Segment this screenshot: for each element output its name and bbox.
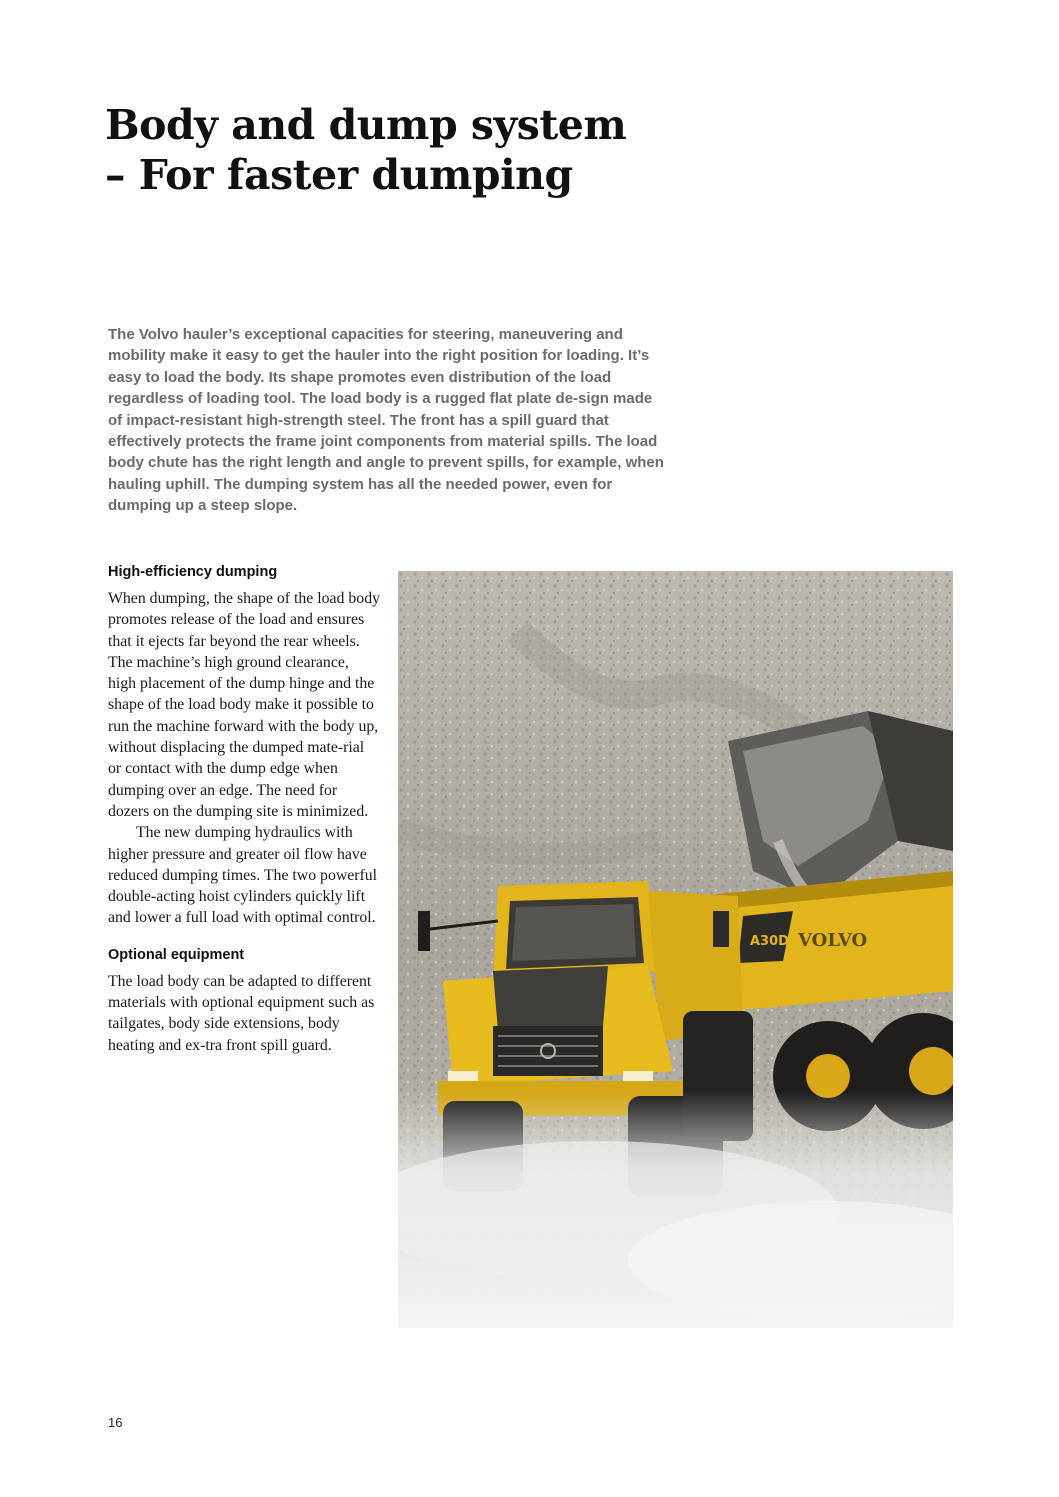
intro-paragraph: The Volvo hauler’s exceptional capacities for steering, maneuvering and mobility make it easy to get the hauler into the right position for loading. It’s easy to load the body. Its shape promotes even distribution of the load regardless of loading tool. The load body is a rugged flat plate de-sign made of impact-resistant high-strength steel. The front has a spill guard that effectively protects the frame joint components from material spills. The load body chute has the right length and angle to prevent spills, for example, when hauling uphill. The dumping system has all the needed power, even for dumping up a steep slope. [108, 326, 664, 515]
section-heading-optional: Optional equipment [108, 946, 245, 963]
optional-paragraph: The load body can be adapted to different materials with optional equipment such as tailgates, body side extensions, body heating and ex-tra front spill guard. [108, 972, 375, 1054]
dumping-paragraph-2: The new dumping hydraulics with higher pressure and greater oil flow have reduced dumping times. The two powerful double-acting hoist cylinders quickly lift and lower a full load with optimal control. [108, 824, 378, 927]
title-line-1: Body and dump system [105, 101, 627, 149]
hauler-photo [398, 571, 953, 1328]
page-number: 16 [108, 1415, 123, 1430]
title-line-2: – For faster dumping [105, 151, 573, 199]
text-column [108, 562, 380, 1056]
section-heading-dumping: High-efficiency dumping [108, 564, 278, 580]
dumping-paragraph-1: When dumping, the shape of the load body promotes release of the load and ensures that it ejects far beyond the rear wheels. The machine’s high ground clearance, high placement of the dump hinge and the shape of the load body make it possible to run the machine forward with the body up, without displacing the dumped mate-rial or contact with the dump edge when dumping over an edge. The need for dozers on the dumping site is minimized. [108, 590, 380, 820]
page-title [105, 100, 745, 200]
body-brand-text: VOLVO [798, 930, 868, 951]
body-model-text: A30D [750, 934, 789, 949]
